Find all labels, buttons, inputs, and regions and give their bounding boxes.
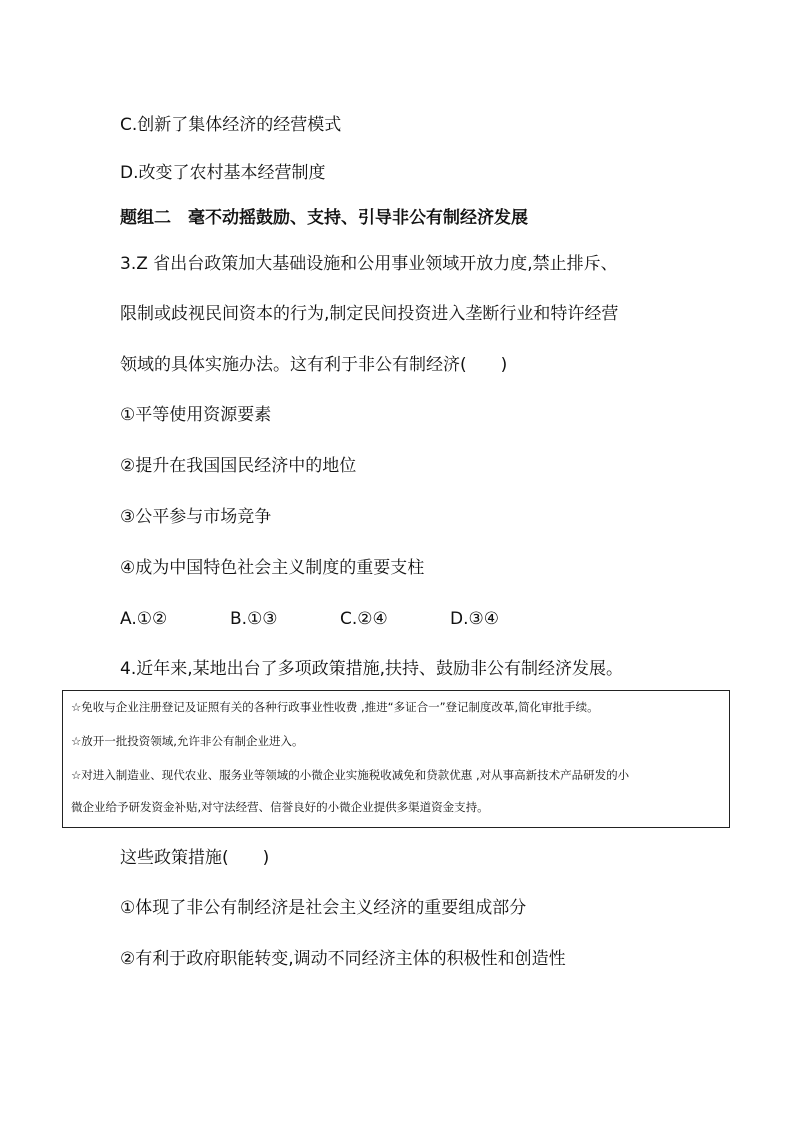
question-3-item-3: ③公平参与市场竞争 (120, 507, 272, 527)
policy-line-1: ☆免收与企业注册登记及证照有关的各种行政事业性收费 ,推进“多证合一”登记制度改革,简化审批手续。 (71, 700, 599, 714)
section-title: 题组二 毫不动摇鼓励、支持、引导非公有制经济发展 (120, 208, 528, 228)
option-d[interactable]: D.③④ (450, 609, 499, 629)
question-3-stem-line-3: 领域的具体实施办法。这有利于非公有制经济( ) (120, 355, 508, 375)
question-4-item-1: ①体现了非公有制经济是社会主义经济的重要组成部分 (120, 898, 527, 918)
question-3-stem-line-1: 3.Z 省出台政策加大基础设施和公用事业领域开放力度,禁止排斥、 (120, 254, 618, 274)
policy-box (62, 690, 730, 828)
policy-line-3: ☆对进入制造业、现代农业、服务业等领域的小微企业实施税收减免和贷款优惠 ,对从事高新技术产品研发的小 (71, 768, 630, 782)
question-4-item-2: ②有利于政府职能转变,调动不同经济主体的积极性和创造性 (120, 949, 566, 969)
policy-line-2: ☆放开一批投资领域,允许非公有制企业进入。 (71, 734, 304, 748)
question-4-stem: 这些政策措施( ) (120, 848, 270, 868)
question-3-item-2: ②提升在我国国民经济中的地位 (120, 456, 357, 476)
question-3-item-1: ①平等使用资源要素 (120, 405, 272, 425)
option-d-previous: D.改变了农村基本经营制度 (120, 163, 326, 183)
option-c-previous: C.创新了集体经济的经营模式 (120, 115, 342, 135)
policy-line-4: 微企业给予研发资金补贴,对守法经营、信誉良好的小微企业提供多渠道资金支持。 (71, 800, 489, 814)
question-3-item-4: ④成为中国特色社会主义制度的重要支柱 (120, 558, 425, 578)
question-3-options (120, 608, 560, 630)
option-b[interactable]: B.①③ (230, 609, 278, 629)
option-a[interactable]: A.①② (120, 609, 168, 629)
question-3-stem-line-2: 限制或歧视民间资本的行为,制定民间投资进入垄断行业和特许经营 (120, 304, 619, 324)
question-4-intro: 4.近年来,某地出台了多项政策措施,扶持、鼓励非公有制经济发展。 (120, 659, 624, 679)
option-c[interactable]: C.②④ (340, 609, 388, 629)
